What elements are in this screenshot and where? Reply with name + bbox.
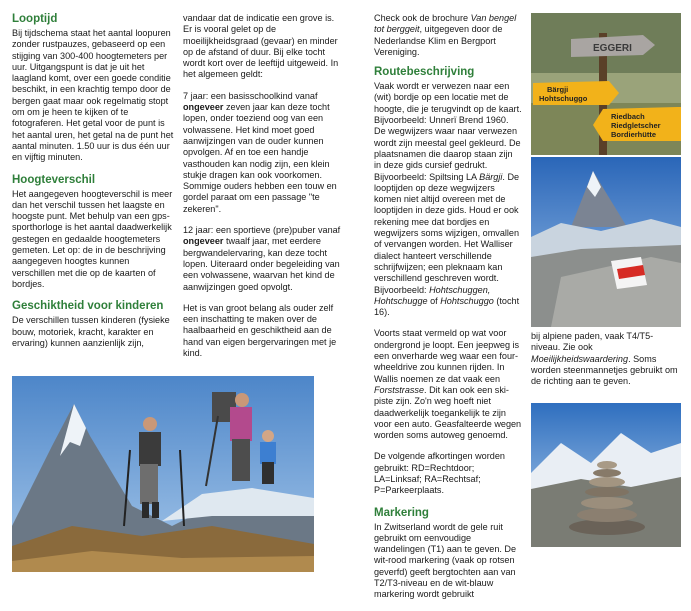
paragraph-looptijd: Bij tijdschema staat het aantal loopuren zonder rustpauzes, gebaseerd op een stijging van 300-400 hoogtemeters per uur. Uitgangspunt is dat je uit het laagland komt, over een goede conditie beschikt, in een krachtig tempo door de bergen gaat maar ook regelmatig stopt om om je heen te kijken of te fotograferen. Het getal voor de punt is het aantal uren, het getal na de punt het aantal minuten. 1.50 uur is dus één uur en vijftig minuten. xyxy=(12,28,174,163)
paragraph-brochure: Check ook de brochure Van bengel tot berggeit, uitgegeven door de Nederlandse Klim en Bergport Vereniging. xyxy=(374,13,517,57)
paragraph-hoogteverschil: Het aangegeven hoogteverschil is meer dan het verschil tussen het laagste en hoogste punt. Met behulp van een gps-sporthorloge is het aantal daadwerkelijk gestegen en gedaalde hoogtemeters gemeten. Let op: de in de beschrijving aangegeven hoogtes kunnen verschillen met die op de kaarten of bordjes. xyxy=(12,188,173,289)
signpost-sign2-line3: Bordierhütte xyxy=(611,130,656,139)
paragraph-afkortingen: De volgende afkortingen worden gebruikt: RD=Rechtdoor; LA=Linksaf; RA=Rechtsaf; P=Parkeerplaats. xyxy=(374,451,505,496)
paragraph-indicatie: vandaar dat de indicatie een grove is. Er is vooral gelet op de moeilijkheidsgraad (gevaar) en minder op de afstand of duur. Bij elke tocht wordt kort over de leeftijd uitgeweid. In het algemeen geldt: xyxy=(183,13,339,80)
column-3 xyxy=(374,13,522,611)
paragraph-inschatting: Het is van groot belang als ouder zelf een inschatting te maken over de haalbaarheid en geschiktheid aan de hand van eigen bergervaringen met je kind. xyxy=(183,302,337,359)
cairn-photo xyxy=(531,403,681,547)
signpost-sign1-line2: Hohtschuggo xyxy=(539,94,588,103)
paragraph-route-2: De wegwijzers waar naar verwezen wordt zijn meestal geel gekleurd. De plaatsnamen die daarop staan zijn in deze gids cursief gedrukt. Bijvoorbeeld: Spiltsing LA Bärgji. De looptijden op deze wegwijzers komen niet altijd overeen met de looptijden in deze gids. Houd er ook rekening mee dat bordjes en wegwijzers soms wijzigen, omvallen of vervangen worden. Het Walliser dialect hanteert verschillende schrijfwijzen; een pleknaam kan verschillend geschreven wordt. Bijvoorbeeld: Hohtschuggen, Hohtschugge of Hohtschuggo (tocht 16). xyxy=(374,126,521,318)
column-4 xyxy=(531,331,681,397)
heading-markering: Markering xyxy=(374,506,429,519)
signpost-sign2-line2: Riedgletscher xyxy=(611,121,661,130)
paragraph-12-jaar: 12 jaar: een sportieve (pre)puber vanaf ongeveer twaalf jaar, met eerdere bergwandelervaring, kan deze tocht lopen. Uiteraard onder begeleiding van een volwassene, waarvan het kind de aanwijzingen goed opvolgt. xyxy=(183,225,341,292)
column-1 xyxy=(12,13,174,359)
heading-looptijd: Looptijd xyxy=(12,13,58,25)
paragraph-alpiene-paden: bij alpiene paden, vaak T4/T5-niveau. Zie ook Moeilijkheidswaardering. Soms worden steenmannetjes gebruikt om de richting aan te geven. xyxy=(531,331,678,387)
signpost-photo xyxy=(531,13,681,155)
column-2 xyxy=(183,13,341,369)
paragraph-geschiktheid-kinderen: De verschillen tussen kinderen (fysieke bouw, motoriek, kracht, karakter en ervaring) kunnen aanzienlijk zijn, xyxy=(12,315,170,348)
signpost-sign1-line1: Bärgji xyxy=(547,85,569,94)
trail-marker-photo xyxy=(531,157,681,327)
paragraph-7-jaar: 7 jaar: een basisschoolkind vanaf ongeveer zeven jaar kan deze tocht lopen, onder toeziend oog van een volwassene. Het kind moet goed aanwijzingen van de ouder kunnen opvolgen. Af en toe een handje vasthouden kan nodig zijn, een klein stukje dragen kan ook voorkomen. Sommige ouders hebben een touw en gordel paraat om een passage "te zekeren". xyxy=(183,90,337,214)
signpost-sign2-line1: Riedbach xyxy=(611,112,645,121)
signpost-top-label: EGGERI xyxy=(593,43,632,54)
paragraph-route-1: Vaak wordt er verwezen naar een (wit) bordje op een locatie met de hoogte, die je terugvindt op de kaart. Bijvoorbeeld: Unnerï Brend 1960. xyxy=(374,81,522,126)
paragraph-markering: In Zwitserland wordt de gele ruit gebruikt om eenvoudige wandelingen (T1) aan te geven. De wit-rood markering (vaak op rotsen geverfd) geeft bergtochten aan van T2/T3-niveau en de wit-blauw markering wordt gebruikt xyxy=(374,521,517,600)
heading-routebeschrijving: Routebeschrijving xyxy=(374,66,475,79)
hiking-family-photo xyxy=(12,376,314,572)
heading-geschiktheid-kinderen: Geschiktheid voor kinderen xyxy=(12,300,164,313)
paragraph-ondergrond: Voorts staat vermeld op wat voor ondergrond je loopt. Een jeepweg is een onverharde weg waar een four-wheeldrive zou kunnen rijden. In Wallis noemen ze dat vaak een Forststrasse. Dit kan ook een ski-piste zijn. Zo'n weg hoeft niet daadwerkelijk toegankelijk te zijn voor een auto. Geasfalteerde wegen worden soms autoweg genoemd. xyxy=(374,328,522,441)
heading-hoogteverschil: Hoogteverschil xyxy=(12,173,96,186)
